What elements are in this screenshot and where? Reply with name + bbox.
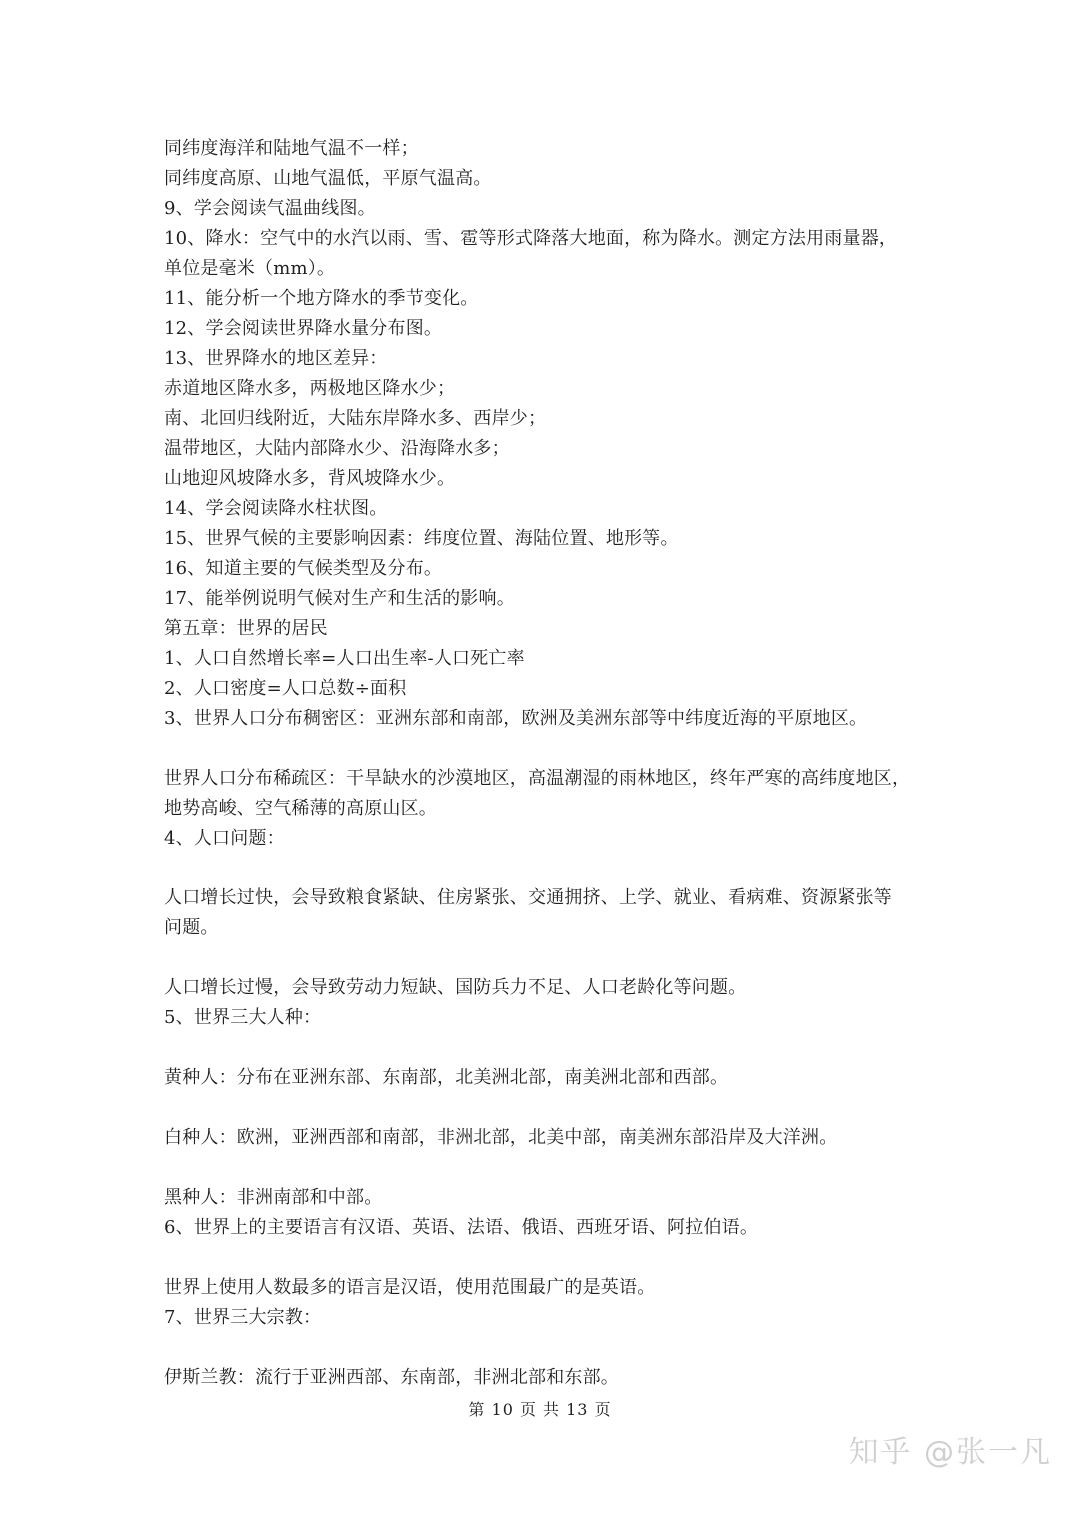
text-line: 7、世界三大宗教： — [164, 1307, 322, 1328]
text-line: 白种人：欧洲，亚洲西部和南部，非洲北部，北美中部，南美洲东部沿岸及大洋洲。 — [164, 1127, 838, 1148]
text-line: 南、北回归线附近，大陆东岸降水多、西岸少； — [164, 408, 547, 429]
text-line: 17、能举例说明气候对生产和生活的影响。 — [164, 588, 515, 609]
text-line: 赤道地区降水多，两极地区降水少； — [164, 378, 456, 399]
text-line: 山地迎风坡降水多，背风坡降水少。 — [164, 468, 456, 489]
text-line: 6、世界上的主要语言有汉语、英语、法语、俄语、西班牙语、阿拉伯语。 — [164, 1217, 759, 1238]
text-line: 人口增长过快，会导致粮食紧缺、住房紧张、交通拥挤、上学、就业、看病难、资源紧张等 — [164, 887, 892, 908]
page-number-footer: 第 10 页 共 13 页 — [468, 1400, 612, 1419]
text-line: 黑种人：非洲南部和中部。 — [164, 1187, 383, 1208]
text-line: 11、能分析一个地方降水的季节变化。 — [164, 288, 479, 309]
text-line: 13、世界降水的地区差异： — [164, 348, 388, 369]
text-line: 3、世界人口分布稠密区：亚洲东部和南部，欧洲及美洲东部等中纬度近海的平原地区。 — [164, 708, 868, 729]
text-line: 5、世界三大人种： — [164, 1007, 322, 1028]
text-line: 问题。 — [164, 917, 219, 938]
text-line: 12、学会阅读世界降水量分布图。 — [164, 318, 443, 339]
text-line: 16、知道主要的气候类型及分布。 — [164, 558, 443, 579]
text-line: 单位是毫米（mm）。 — [164, 258, 336, 279]
text-line: 温带地区，大陆内部降水少、沿海降水多； — [164, 438, 510, 459]
text-line: 世界上使用人数最多的语言是汉语，使用范围最广的是英语。 — [164, 1277, 656, 1298]
text-line: 4、人口问题： — [164, 828, 285, 849]
zhihu-watermark: 知乎 @张一凡 — [848, 1435, 1052, 1470]
text-line: 地势高峻、空气稀薄的高原山区。 — [164, 798, 437, 819]
text-line: 黄种人：分布在亚洲东部、东南部，北美洲北部，南美洲北部和西部。 — [164, 1067, 729, 1088]
text-line: 伊斯兰教：流行于亚洲西部、东南部，非洲北部和东部。 — [164, 1367, 619, 1388]
text-line: 14、学会阅读降水柱状图。 — [164, 498, 388, 519]
text-line: 9、学会阅读气温曲线图。 — [164, 198, 376, 219]
text-line: 世界人口分布稀疏区：干旱缺水的沙漠地区，高温潮湿的雨林地区，终年严寒的高纬度地区， — [164, 768, 911, 789]
text-line: 1、人口自然增长率=人口出生率-人口死亡率 — [164, 648, 525, 669]
text-line: 同纬度高原、山地气温低，平原气温高。 — [164, 168, 492, 189]
text-line: 人口增长过慢，会导致劳动力短缺、国防兵力不足、人口老龄化等问题。 — [164, 977, 747, 998]
text-line: 同纬度海洋和陆地气温不一样； — [164, 138, 419, 159]
chapter-heading: 第五章：世界的居民 — [164, 618, 328, 639]
text-line: 2、人口密度=人口总数÷面积 — [164, 678, 407, 699]
text-line: 15、世界气候的主要影响因素：纬度位置、海陆位置、地形等。 — [164, 528, 679, 549]
text-line: 10、降水：空气中的水汽以雨、雪、雹等形式降落大地面，称为降水。测定方法用雨量器， — [164, 228, 898, 249]
